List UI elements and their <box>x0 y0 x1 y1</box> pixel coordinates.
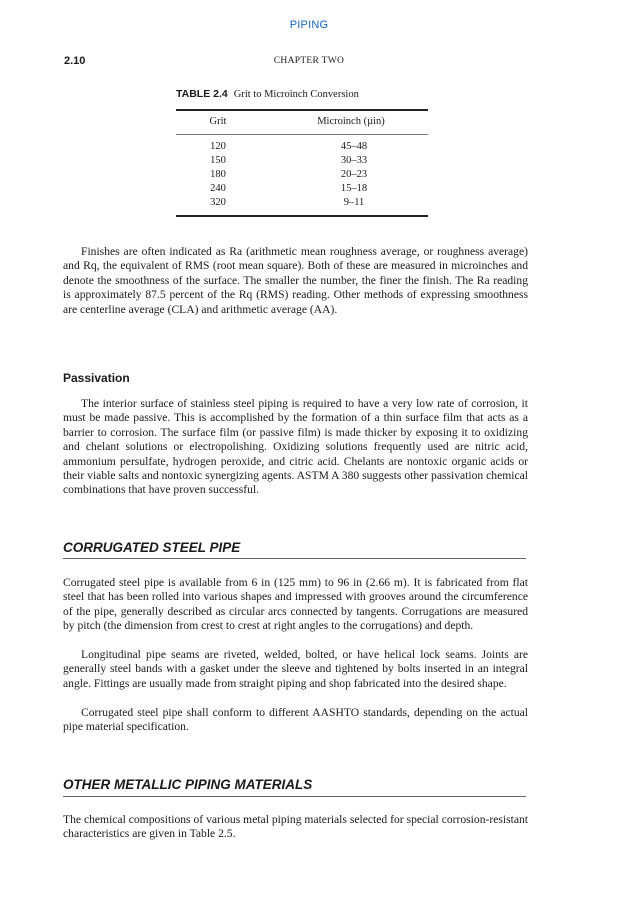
microinch-cell: 45–48 <box>340 141 368 152</box>
table-label: TABLE 2.4 <box>176 88 228 100</box>
page-number: 2.10 <box>64 55 86 67</box>
grit-cell: 120 <box>210 141 226 152</box>
table-row <box>176 155 428 169</box>
table-header-grit: Grit <box>209 116 227 127</box>
corrugated-paragraph-1: Corrugated steel pipe is available from 6 in (125 mm) to 96 in (2.66 m). It is fabricated from flat steel that has been rolled into various shapes and impressed with grooves around the circumference of the pipe, generally described as circular arcs connected by tangents. Corrugations are measured by pitch (the dimension from crest to crest at right angles to the corrugations) and depth. <box>63 576 528 633</box>
microinch-cell: 30–33 <box>340 155 368 166</box>
table-header-rule <box>176 134 428 135</box>
table-caption <box>176 88 359 100</box>
passivation-paragraph: The interior surface of stainless steel piping is required to have a very low rate of corrosion, it must be made passive. This is accomplished by the formation of a thin surface film that acts as a barrier to corrosion. The surface film (or passive film) is made thicker by exposing it to oxidizing and chelant solutions or electropolishing. Oxidizing solutions frequently used are nitric acid, ammonium persulfate, hydrogen peroxide, and citric acid. Chelants are nontoxic organic acids or their viable salts and nontoxic synergizing agents. ASTM A 380 suggests other passivation chemical combinations that have proven successful. <box>63 397 528 497</box>
grit-cell: 240 <box>210 183 226 194</box>
chapter-title: CHAPTER TWO <box>273 56 345 66</box>
table-row <box>176 197 428 211</box>
table-row <box>176 169 428 183</box>
table-row <box>176 141 428 155</box>
corrugated-heading: CORRUGATED STEEL PIPE <box>63 540 241 555</box>
other-metallic-paragraph: The chemical compositions of various metal piping materials selected for special corrosion-resistant characteristics are given in Table 2.5. <box>63 813 528 841</box>
table-header-microinch: Microinch (µin) <box>317 116 385 127</box>
passivation-heading: Passivation <box>63 371 130 385</box>
microinch-cell: 20–23 <box>340 169 368 180</box>
other-metallic-heading-rule <box>63 796 526 797</box>
corrugated-paragraph-2: Longitudinal pipe seams are riveted, welded, bolted, or have helical lock seams. Joints are generally steel bands with a gasket under the sleeve and tightened by bolts inserted in an integral angle. Fittings are usually made from straight piping and shop fabricated into the desired shape. <box>63 648 528 690</box>
microinch-cell: 9–11 <box>343 197 365 208</box>
grit-cell: 320 <box>210 197 226 208</box>
table-row <box>176 183 428 197</box>
table-bottom-rule <box>176 215 428 217</box>
running-head: PIPING <box>289 19 329 31</box>
corrugated-heading-rule <box>63 558 526 559</box>
grit-cell: 150 <box>210 155 226 166</box>
finishes-paragraph: Finishes are often indicated as Ra (arithmetic mean roughness average, or roughness average) and Rq, the equivalent of RMS (root mean square). Both of these are measured in microinches and denote the smoothness of the surface. The smaller the number, the finer the finish. The Ra reading is approximately 87.5 percent of the Rq (RMS) reading. Other methods of expressing smoothness are centerline average (CLA) and arithmetic average (AA). <box>63 245 528 316</box>
microinch-cell: 15–18 <box>340 183 368 194</box>
corrugated-paragraph-3: Corrugated steel pipe shall conform to different AASHTO standards, depending on the actual pipe material specification. <box>63 706 528 734</box>
other-metallic-heading: OTHER METALLIC PIPING MATERIALS <box>63 777 313 792</box>
table-top-rule <box>176 109 428 111</box>
table-title: Grit to Microinch Conversion <box>233 89 359 100</box>
grit-cell: 180 <box>210 169 226 180</box>
